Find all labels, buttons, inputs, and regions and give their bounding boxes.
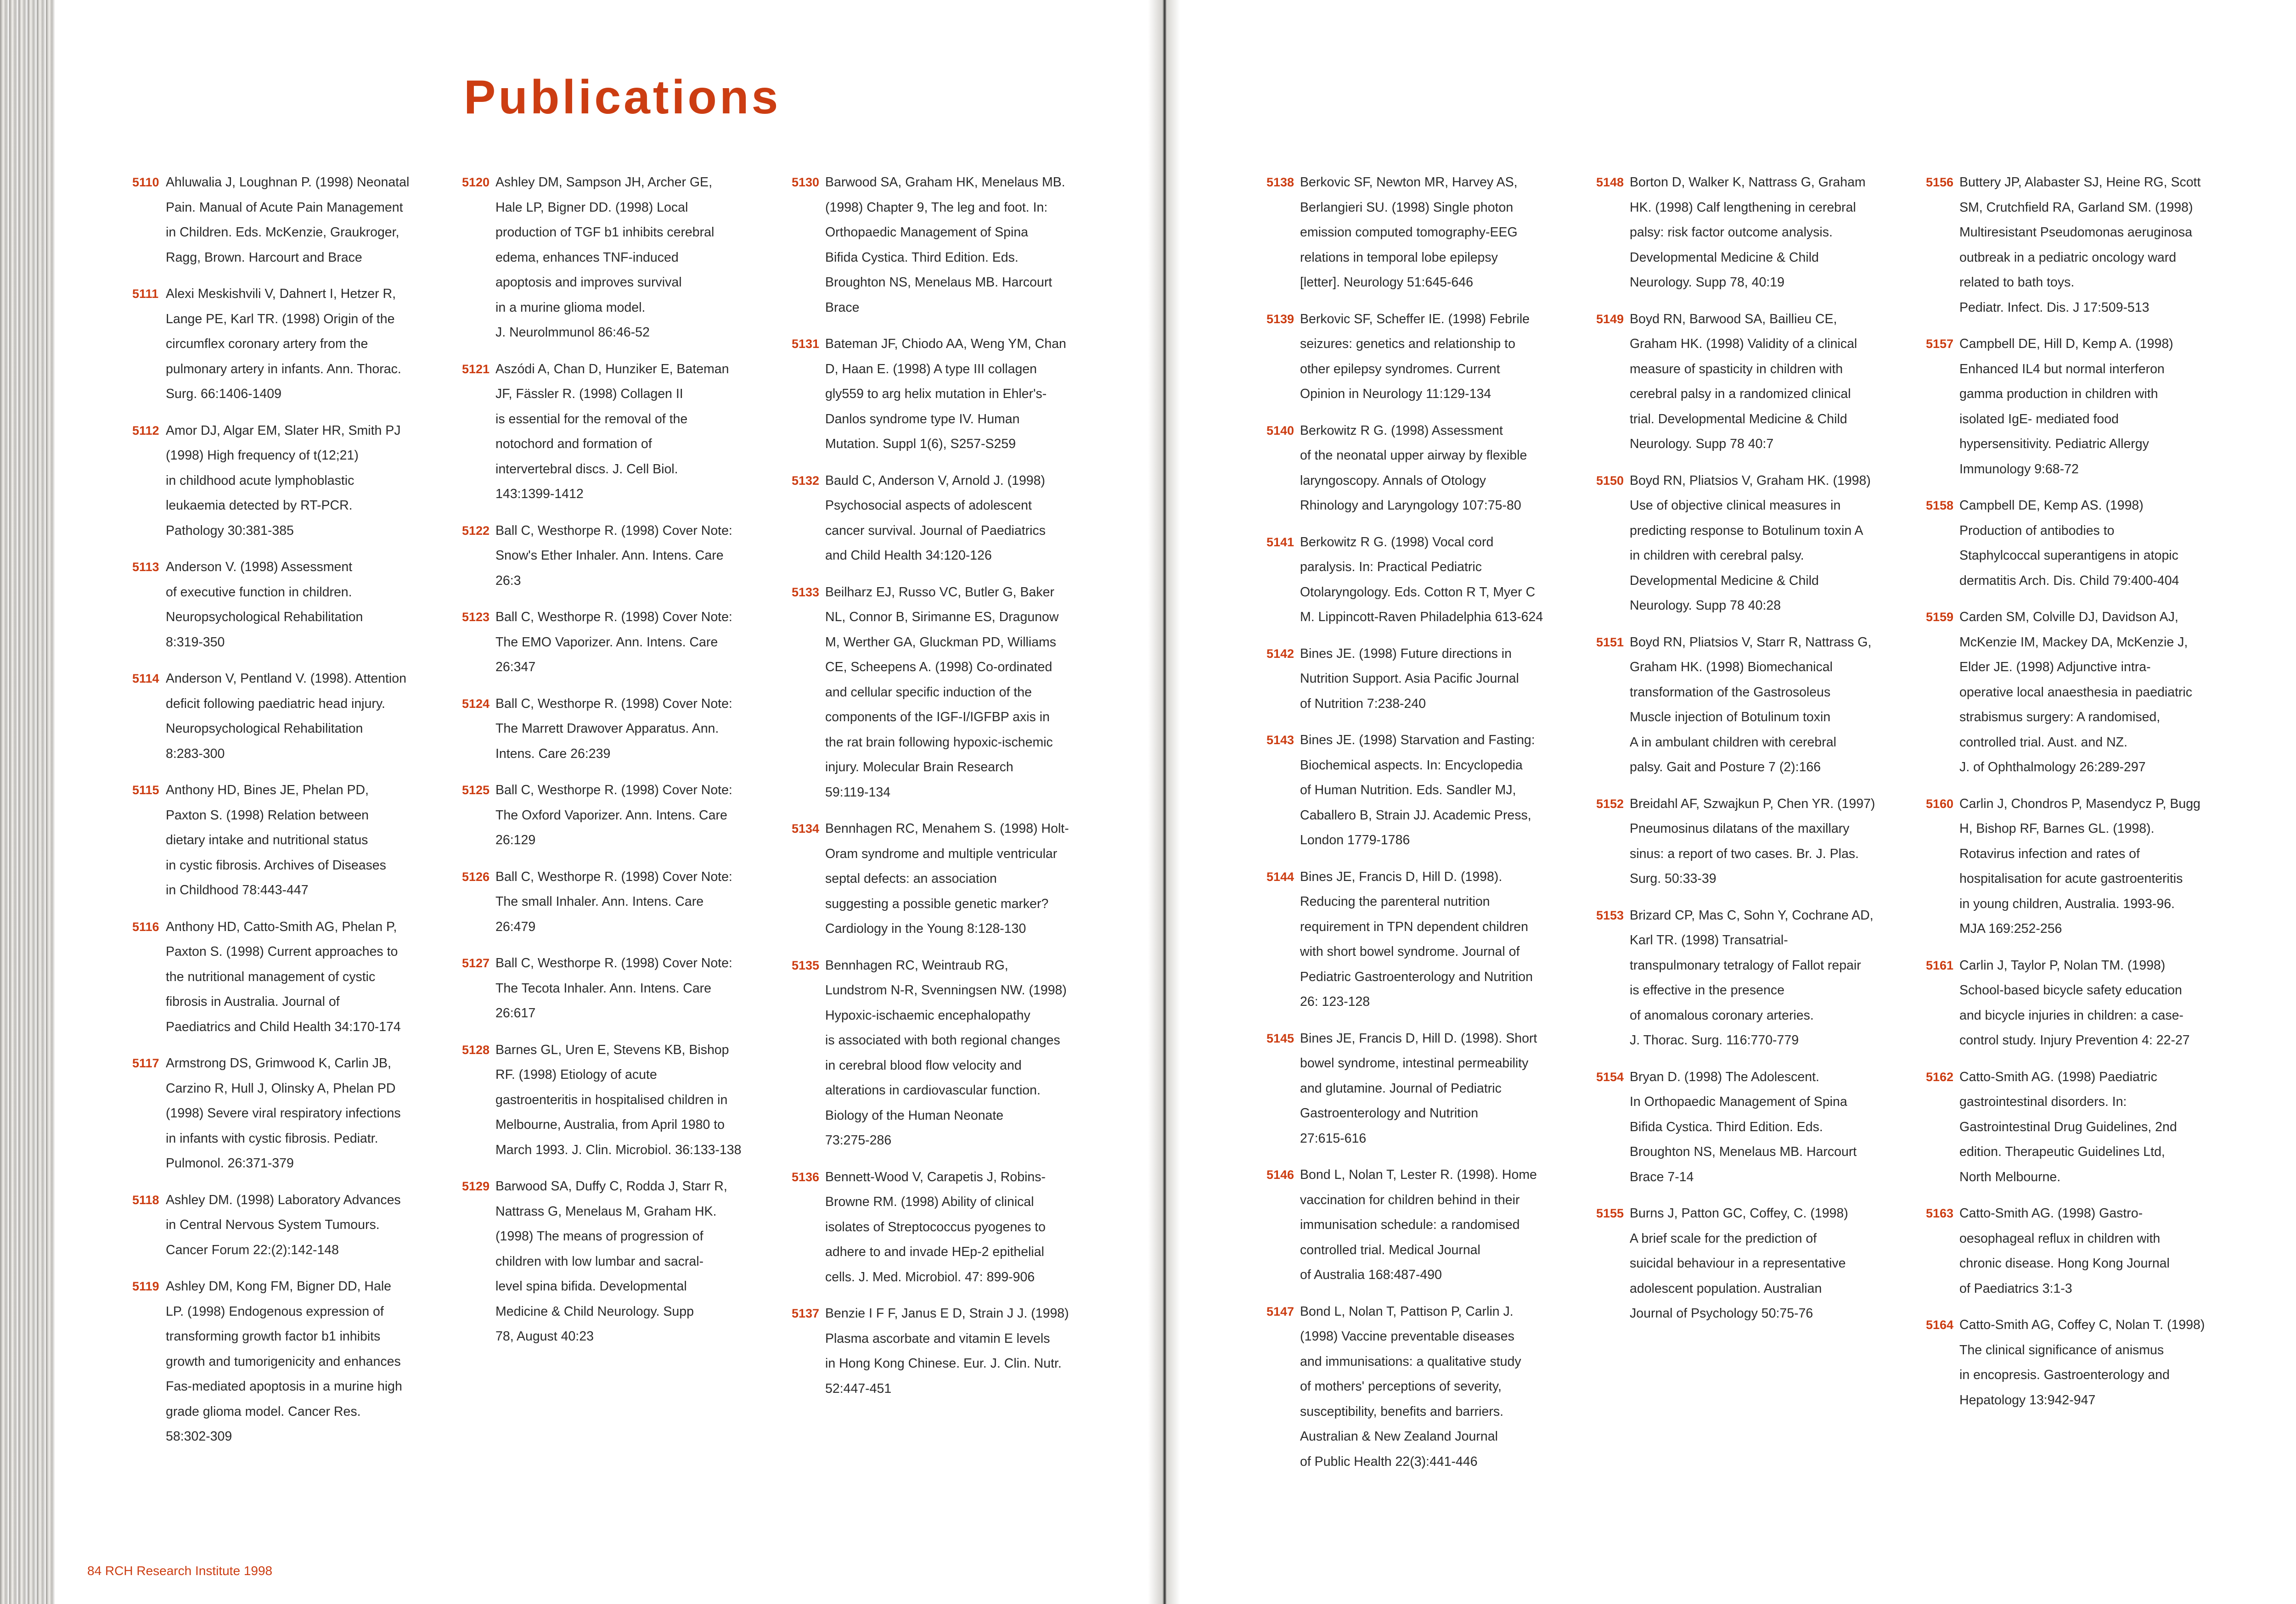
publication-citation: Bond L, Nolan T, Pattison P, Carlin J. (1998) Vaccine preventable diseases and immunisations: a qualitative study of mothers' perceptions of severity, susceptibility, benefits and barriers. Australian & New Zealand Journal of Public Health 22(3):441-446: [1300, 1304, 1521, 1469]
publication-number: 5131: [792, 337, 820, 351]
publication-number: 5149: [1596, 312, 1624, 326]
publication-number: 5137: [792, 1307, 820, 1320]
publication-entry: [1926, 331, 2224, 482]
publication-number: 5114: [132, 672, 159, 685]
publication-entry: [1596, 468, 1895, 618]
publication-citation: Borton D, Walker K, Nattrass G, Graham HK. (1998) Calf lengthening in cerebral palsy: risk factor outcome analysis. Developmental Medicine & Child Neurology. Supp 78, 40:19: [1630, 175, 1866, 290]
publication-entry: [1596, 1065, 1895, 1190]
page-edges: [0, 0, 55, 1604]
publication-entry: [1596, 630, 1895, 780]
publication-citation: Ahluwalia J, Loughnan P. (1998) Neonatal Pain. Manual of Acute Pain Management in Children. Eds. McKenzie, Graukroger, Ragg, Brown. Harcourt and Brace: [166, 175, 410, 265]
left-folio: 84 RCH Research Institute 1998: [87, 1564, 273, 1578]
publication-entry: [1266, 307, 1565, 407]
publication-entry: [1926, 170, 2224, 320]
publication-entry: [792, 1165, 1090, 1290]
publication-number: 5155: [1596, 1206, 1624, 1220]
publication-entry: [132, 666, 431, 766]
publication-number: 5124: [462, 696, 490, 711]
publication-number: 5127: [462, 956, 490, 970]
publication-number: 5153: [1596, 908, 1624, 922]
publication-entry: [132, 1051, 431, 1176]
publication-number: 5150: [1596, 473, 1624, 488]
publication-entry: [132, 555, 431, 655]
publication-entry: [1926, 1312, 2224, 1413]
publication-citation: Carlin J, Taylor P, Nolan TM. (1998) School-based bicycle safety education and bicycle injuries in children: a case- control study. Injury Prevention 4: 22-27: [1959, 958, 2190, 1048]
publication-entry: [1596, 307, 1895, 457]
publication-number: 5143: [1266, 733, 1294, 747]
publication-citation: Anthony HD, Bines JE, Phelan PD, Paxton S. (1998) Relation between dietary intake and nutritional status in cystic fibrosis. Archives of Diseases in Childhood 78:443-447: [166, 783, 386, 897]
publication-entry: [462, 691, 760, 767]
publication-number: 5151: [1596, 635, 1624, 649]
publication-number: 5115: [132, 783, 159, 797]
publication-entry: [462, 1038, 760, 1163]
publication-citation: Ball C, Westhorpe R. (1998) Cover Note: The Marrett Drawover Apparatus. Ann. Intens. Care 26:239: [495, 696, 732, 761]
publication-citation: Catto-Smith AG, Coffey C, Nolan T. (1998) The clinical significance of anismus in encopresis. Gastroenterology and Hepatology 13:942-947: [1959, 1318, 2205, 1408]
right-page: [1170, 0, 2296, 1604]
publication-column-3: [792, 170, 1090, 1413]
publication-entry: [1266, 418, 1565, 518]
publication-number: 5123: [462, 610, 490, 624]
publication-entry: [1926, 1201, 2224, 1301]
publication-citation: Buttery JP, Alabaster SJ, Heine RG, Scott SM, Crutchfield RA, Garland SM. (1998) Multiresistant Pseudomonas aeruginosa outbreak in a pediatric oncology ward related to bath toys. Pediatr. Infect. Dis. J 17:509-513: [1959, 175, 2201, 315]
publication-citation: Berkowitz R G. (1998) Assessment of the neonatal upper airway by flexible laryngoscopy. Annals of Otology Rhinology and Laryngology 107:75-80: [1300, 423, 1527, 513]
publication-citation: Barwood SA, Graham HK, Menelaus MB. (1998) Chapter 9, The leg and foot. In: Orthopaedic Management of Spina Bifida Cystica. Third Edition. Eds. Broughton NS, Menelaus MB. Harcourt Brace: [825, 175, 1065, 315]
publication-entry: [1926, 605, 2224, 780]
publication-number: 5129: [462, 1179, 490, 1193]
publication-citation: Berkovic SF, Newton MR, Harvey AS, Berlangieri SU. (1998) Single photon emission computed tomography-EEG relations in temporal lobe epilepsy [letter]. Neurology 51:645-646: [1300, 175, 1518, 290]
publication-citation: Anthony HD, Catto-Smith AG, Phelan P, Paxton S. (1998) Current approaches to the nutritional management of cystic fibrosis in Australia. Journal of Paediatrics and Child Health 34:170-174: [166, 919, 401, 1034]
publication-citation: Berkowitz R G. (1998) Vocal cord paralysis. In: Practical Pediatric Otolaryngology. Eds. Cotton R T, Myer C M. Lippincott-Raven Philadelphia 613-624: [1300, 534, 1543, 624]
publication-number: 5121: [462, 362, 490, 376]
publication-number: 5146: [1266, 1168, 1294, 1182]
publication-number: 5120: [462, 175, 490, 189]
publication-citation: Catto-Smith AG. (1998) Paediatric gastrointestinal disorders. In: Gastrointestinal Drug Guidelines, 2nd edition. Therapeutic Guidelines Ltd, North Melbourne.: [1959, 1069, 2177, 1184]
publication-citation: Anderson V, Pentland V. (1998). Attention deficit following paediatric head injury. Neuropsychological Rehabilitation 8:283-300: [166, 671, 406, 761]
publication-entry: [132, 778, 431, 903]
publication-citation: Burns J, Patton GC, Coffey, C. (1998) A brief scale for the prediction of suicidal behaviour in a representative adolescent population. Australian Journal of Psychology 50:75-76: [1630, 1206, 1848, 1321]
publication-entry: [1266, 1162, 1565, 1288]
publication-number: 5119: [132, 1279, 159, 1293]
page-title: Publications: [464, 71, 781, 124]
publication-entry: [1926, 791, 2224, 942]
publication-entry: [792, 331, 1090, 457]
publication-number: 5116: [132, 920, 159, 934]
publication-number: 5140: [1266, 423, 1294, 437]
publication-citation: Armstrong DS, Grimwood K, Carlin JB, Carzino R, Hull J, Olinsky A, Phelan PD (1998) Severe viral respiratory infections in infants with cystic fibrosis. Pediatr. Pulmonol. 26:371-379: [166, 1056, 401, 1171]
publication-citation: Bennett-Wood V, Carapetis J, Robins- Browne RM. (1998) Ability of clinical isolates of Streptococcus pyogenes to adhere to and invade HEp-2 epithelial cells. J. Med. Microbiol. 47: 899-906: [825, 1169, 1046, 1284]
publication-citation: Campbell DE, Kemp AS. (1998) Production of antibodies to Staphylcoccal superantigens in atopic dermatitis Arch. Dis. Child 79:400-404: [1959, 498, 2179, 588]
publication-column-4: [1266, 170, 1565, 1486]
publication-number: 5130: [792, 175, 820, 189]
publication-citation: Bennhagen RC, Weintraub RG, Lundstrom N-R, Svenningsen NW. (1998) Hypoxic-ischaemic encephalopathy is associated with both regional changes in cerebral blood flow velocity and alterations in cardiovascular function. Biology of the Human Neonate 73:275-286: [825, 958, 1067, 1148]
publication-citation: Ball C, Westhorpe R. (1998) Cover Note: Snow's Ether Inhaler. Ann. Intens. Care 26:3: [495, 523, 732, 588]
publication-entry: [1596, 170, 1895, 295]
publication-number: 5158: [1926, 499, 1954, 512]
publication-number: 5148: [1596, 175, 1624, 189]
publication-number: 5152: [1596, 796, 1624, 811]
publication-entry: [1266, 530, 1565, 630]
publication-column-6: [1926, 170, 2224, 1424]
publication-column-2: [462, 170, 760, 1361]
publication-citation: Campbell DE, Hill D, Kemp A. (1998) Enhanced IL4 but normal interferon gamma production in children with isolated IgE- mediated food hypersensitivity. Pediatric Allergy Immunology 9:68-72: [1959, 337, 2173, 477]
publication-entry: [792, 953, 1090, 1153]
publication-number: 5144: [1266, 869, 1294, 884]
publication-entry: [1926, 1065, 2224, 1190]
publication-citation: Boyd RN, Pliatsios V, Starr R, Nattrass G, Graham HK. (1998) Biomechanical transformation of the Gastrosoleus Muscle injection of Botulinum toxin A in ambulant children with cerebral palsy. Gait and Posture 7 (2):166: [1630, 634, 1872, 774]
publication-number: 5138: [1266, 175, 1294, 189]
book-gutter: [1148, 0, 1180, 1604]
publication-number: 5133: [792, 585, 820, 599]
publication-citation: Ball C, Westhorpe R. (1998) Cover Note: The EMO Vaporizer. Ann. Intens. Care 26:347: [495, 610, 732, 674]
publication-entry: [792, 816, 1090, 942]
publication-citation: Bines JE. (1998) Future directions in Nutrition Support. Asia Pacific Journal of Nutrition 7:238-240: [1300, 646, 1519, 711]
publication-citation: Benzie I F F, Janus E D, Strain J J. (1998) Plasma ascorbate and vitamin E levels in Hong Kong Chinese. Eur. J. Clin. Nutr. 52:447-451: [825, 1306, 1069, 1396]
publication-number: 5142: [1266, 646, 1294, 661]
publication-number: 5118: [132, 1193, 159, 1207]
publication-entry: [462, 778, 760, 853]
publication-entry: [1266, 864, 1565, 1015]
publication-citation: Carlin J, Chondros P, Masendycz P, Bugg H, Bishop RF, Barnes GL. (1998). Rotavirus infection and rates of hospitalisation for acute gastroenteritis in young children, Australia. 1993-96. MJA 169:252-256: [1959, 796, 2200, 936]
publication-citation: Bauld C, Anderson V, Arnold J. (1998) Psychosocial aspects of adolescent cancer survival. Journal of Paediatrics and Child Health 34:120-126: [825, 473, 1046, 563]
publication-citation: Ball C, Westhorpe R. (1998) Cover Note: The Tecota Inhaler. Ann. Intens. Care 26:617: [495, 956, 732, 1021]
publication-number: 5159: [1926, 610, 1954, 624]
publication-citation: Bryan D. (1998) The Adolescent. In Orthopaedic Management of Spina Bifida Cystica. Third Edition. Eds. Broughton NS, Menelaus MB. Harcourt Brace 7-14: [1630, 1069, 1857, 1184]
publication-citation: Alexi Meskishvili V, Dahnert I, Hetzer R, Lange PE, Karl TR. (1998) Origin of the circumflex coronary artery from the pulmonary artery in infants. Ann. Thorac. Surg. 66:1406-1409: [166, 286, 401, 401]
publication-entry: [1596, 1201, 1895, 1326]
publication-entry: [462, 1174, 760, 1349]
publication-entry: [462, 518, 760, 594]
publication-number: 5117: [132, 1056, 159, 1070]
publication-entry: [132, 170, 431, 270]
publication-number: 5112: [132, 423, 159, 437]
publication-entry: [462, 605, 760, 680]
publication-entry: [1266, 1026, 1565, 1151]
publication-number: 5162: [1926, 1070, 1954, 1084]
publication-number: 5141: [1266, 535, 1294, 549]
publication-entry: [1266, 1299, 1565, 1475]
publication-number: 5154: [1596, 1070, 1624, 1084]
publication-citation: Barwood SA, Duffy C, Rodda J, Starr R, Nattrass G, Menelaus M, Graham HK. (1998) The means of progression of children with low lumbar and sacral- level spina bifida. Developmental Medicine & Child Neurology. Supp 78, August 40:23: [495, 1179, 727, 1344]
publication-entry: [1926, 953, 2224, 1053]
publication-citation: Bond L, Nolan T, Lester R. (1998). Home vaccination for children behind in their immunisation schedule: a randomised controlled trial. Medical Journal of Australia 168:487-490: [1300, 1167, 1537, 1282]
publication-number: 5126: [462, 869, 490, 884]
publication-number: 5110: [132, 175, 159, 189]
publication-citation: Aszódi A, Chan D, Hunziker E, Bateman JF, Fässler R. (1998) Collagen II is essential for the removal of the notochord and formation of intervertebral discs. J. Cell Biol. 143:1399-1412: [495, 361, 729, 501]
publication-entry: [462, 170, 760, 345]
publication-citation: Bines JE, Francis D, Hill D. (1998). Short bowel syndrome, intestinal permeability and glutamine. Journal of Pediatric Gastroenterology and Nutrition 27:615-616: [1300, 1031, 1537, 1146]
publication-entry: [132, 418, 431, 544]
publication-citation: Beilharz EJ, Russo VC, Butler G, Baker NL, Connor B, Sirimanne ES, Dragunow M, Werther GA, Gluckman PD, Williams CE, Scheepens A. (1998) Co-ordinated and cellular specific induction of the components of the IGF-I/IGFBP axis in the rat brain following hypoxic-ischemic injury. Molecular Brain Research 59:119-134: [825, 584, 1059, 800]
publication-number: 5132: [792, 473, 820, 488]
publication-citation: Brizard CP, Mas C, Sohn Y, Cochrane AD, Karl TR. (1998) Transatrial- transpulmonary tetralogy of Fallot repair is effective in the presence of anomalous coronary arteries. J. Thorac. Surg. 116:770-779: [1630, 908, 1874, 1048]
publication-entry: [1596, 903, 1895, 1053]
publication-entry: [792, 468, 1090, 568]
publication-citation: Breidahl AF, Szwajkun P, Chen YR. (1997) Pneumosinus dilatans of the maxillary sinus: a report of two cases. Br. J. Plas. Surg. 50:33-39: [1630, 796, 1875, 886]
publication-citation: Bines JE. (1998) Starvation and Fasting: Biochemical aspects. In: Encyclopedia of Human Nutrition. Eds. Sandler MJ, Caballero B, Strain JJ. Academic Press, London 1779-1786: [1300, 733, 1535, 847]
publication-number: 5156: [1926, 175, 1954, 189]
publication-number: 5139: [1266, 312, 1294, 326]
publication-number: 5161: [1926, 958, 1954, 972]
publication-number: 5136: [792, 1170, 820, 1184]
publication-entry: [1266, 170, 1565, 295]
publication-entry: [132, 914, 431, 1040]
publication-entry: [792, 1301, 1090, 1401]
publication-number: 5145: [1266, 1031, 1294, 1045]
publication-number: 5160: [1926, 796, 1954, 811]
publication-citation: Barnes GL, Uren E, Stevens KB, Bishop RF. (1998) Etiology of acute gastroenteritis in hospitalised children in Melbourne, Australia, from April 1980 to March 1993. J. Clin. Microbiol. 36:133-138: [495, 1042, 742, 1157]
publication-citation: Ashley DM. (1998) Laboratory Advances in Central Nervous System Tumours. Cancer Forum 22:(2):142-148: [166, 1192, 401, 1257]
publication-citation: Boyd RN, Pliatsios V, Graham HK. (1998) Use of objective clinical measures in predicting response to Botulinum toxin A in children with cerebral palsy. Developmental Medicine & Child Neurology. Supp 78 40:28: [1630, 473, 1871, 613]
publication-number: 5113: [132, 560, 159, 574]
publication-number: 5111: [132, 287, 159, 301]
publication-citation: Carden SM, Colville DJ, Davidson AJ, McKenzie IM, Mackey DA, McKenzie J, Elder JE. (1998) Adjunctive intra- operative local anaesthesia in paediatric strabismus surgery: A randomised, controlled trial. Aust. and NZ. J. of Ophthalmology 26:289-297: [1959, 610, 2192, 774]
publication-entry: [1266, 728, 1565, 853]
publication-number: 5134: [792, 822, 820, 836]
publication-citation: Bennhagen RC, Menahem S. (1998) Holt- Oram syndrome and multiple ventricular septal defects: an association suggesting a possible genetic marker? Cardiology in the Young 8:128-130: [825, 821, 1069, 936]
publication-citation: Ball C, Westhorpe R. (1998) Cover Note: The Oxford Vaporizer. Ann. Intens. Care 26:129: [495, 783, 732, 847]
publication-citation: Berkovic SF, Scheffer IE. (1998) Febrile seizures: genetics and relationship to other epilepsy syndromes. Current Opinion in Neurology 11:129-134: [1300, 311, 1530, 401]
publication-column-5: [1596, 170, 1895, 1338]
publication-citation: Amor DJ, Algar EM, Slater HR, Smith PJ (1998) High frequency of t(12;21) in childhood acute lymphoblastic leukaemia detected by RT-PCR. Pathology 30:381-385: [166, 423, 401, 538]
publication-column-1: [132, 170, 431, 1461]
publication-number: 5135: [792, 958, 820, 972]
publication-citation: Bateman JF, Chiodo AA, Weng YM, Chan D, Haan E. (1998) A type III collagen gly559 to arg helix mutation in Ehler's- Danlos syndrome type IV. Human Mutation. Suppl 1(6), S257-S259: [825, 337, 1066, 451]
publication-entry: [1266, 641, 1565, 717]
publication-entry: [792, 170, 1090, 320]
publication-number: 5163: [1926, 1206, 1954, 1220]
publication-citation: Anderson V. (1998) Assessment of executive function in children. Neuropsychological Rehabilitation 8:319-350: [166, 560, 363, 650]
publication-citation: Catto-Smith AG. (1998) Gastro- oesophageal reflux in children with chronic disease. Hong Kong Journal of Paediatrics 3:1-3: [1959, 1206, 2170, 1296]
publication-citation: Ashley DM, Kong FM, Bigner DD, Hale LP. (1998) Endogenous expression of transforming growth factor b1 inhibits growth and tumorigenicity and enhances Fas-mediated apoptosis in a murine high grade glioma model. Cancer Res. 58:302-309: [166, 1279, 402, 1444]
publication-entry: [132, 1188, 431, 1263]
publication-entry: [792, 580, 1090, 805]
publication-citation: Boyd RN, Barwood SA, Baillieu CE, Graham HK. (1998) Validity of a clinical measure of spasticity in children with cerebral palsy in a randomized clinical trial. Developmental Medicine & Child Neurology. Supp 78 40:7: [1630, 311, 1857, 451]
publication-number: 5164: [1926, 1318, 1954, 1332]
publication-number: 5122: [462, 523, 490, 538]
publication-entry: [462, 864, 760, 940]
publication-number: 5128: [462, 1043, 490, 1057]
publication-entry: [1596, 791, 1895, 892]
publication-entry: [1926, 493, 2224, 593]
publication-entry: [132, 1274, 431, 1449]
publication-citation: Ashley DM, Sampson JH, Archer GE, Hale LP, Bigner DD. (1998) Local production of TGF b1 inhibits cerebral edema, enhances TNF-induced apoptosis and improves survival in a murine glioma model. J. Neurolmmunol 86:46-52: [495, 175, 715, 340]
publication-entry: [132, 281, 431, 407]
publication-entry: [462, 951, 760, 1026]
publication-citation: Bines JE, Francis D, Hill D. (1998). Reducing the parenteral nutrition requirement in TPN dependent children with short bowel syndrome. Journal of Pediatric Gastroenterology and Nutrition 26: 123-128: [1300, 869, 1533, 1009]
publication-citation: Ball C, Westhorpe R. (1998) Cover Note: The small Inhaler. Ann. Intens. Care 26:479: [495, 869, 732, 934]
publication-number: 5125: [462, 783, 490, 797]
publication-number: 5157: [1926, 337, 1954, 351]
publication-number: 5147: [1266, 1304, 1294, 1318]
publication-entry: [462, 357, 760, 507]
